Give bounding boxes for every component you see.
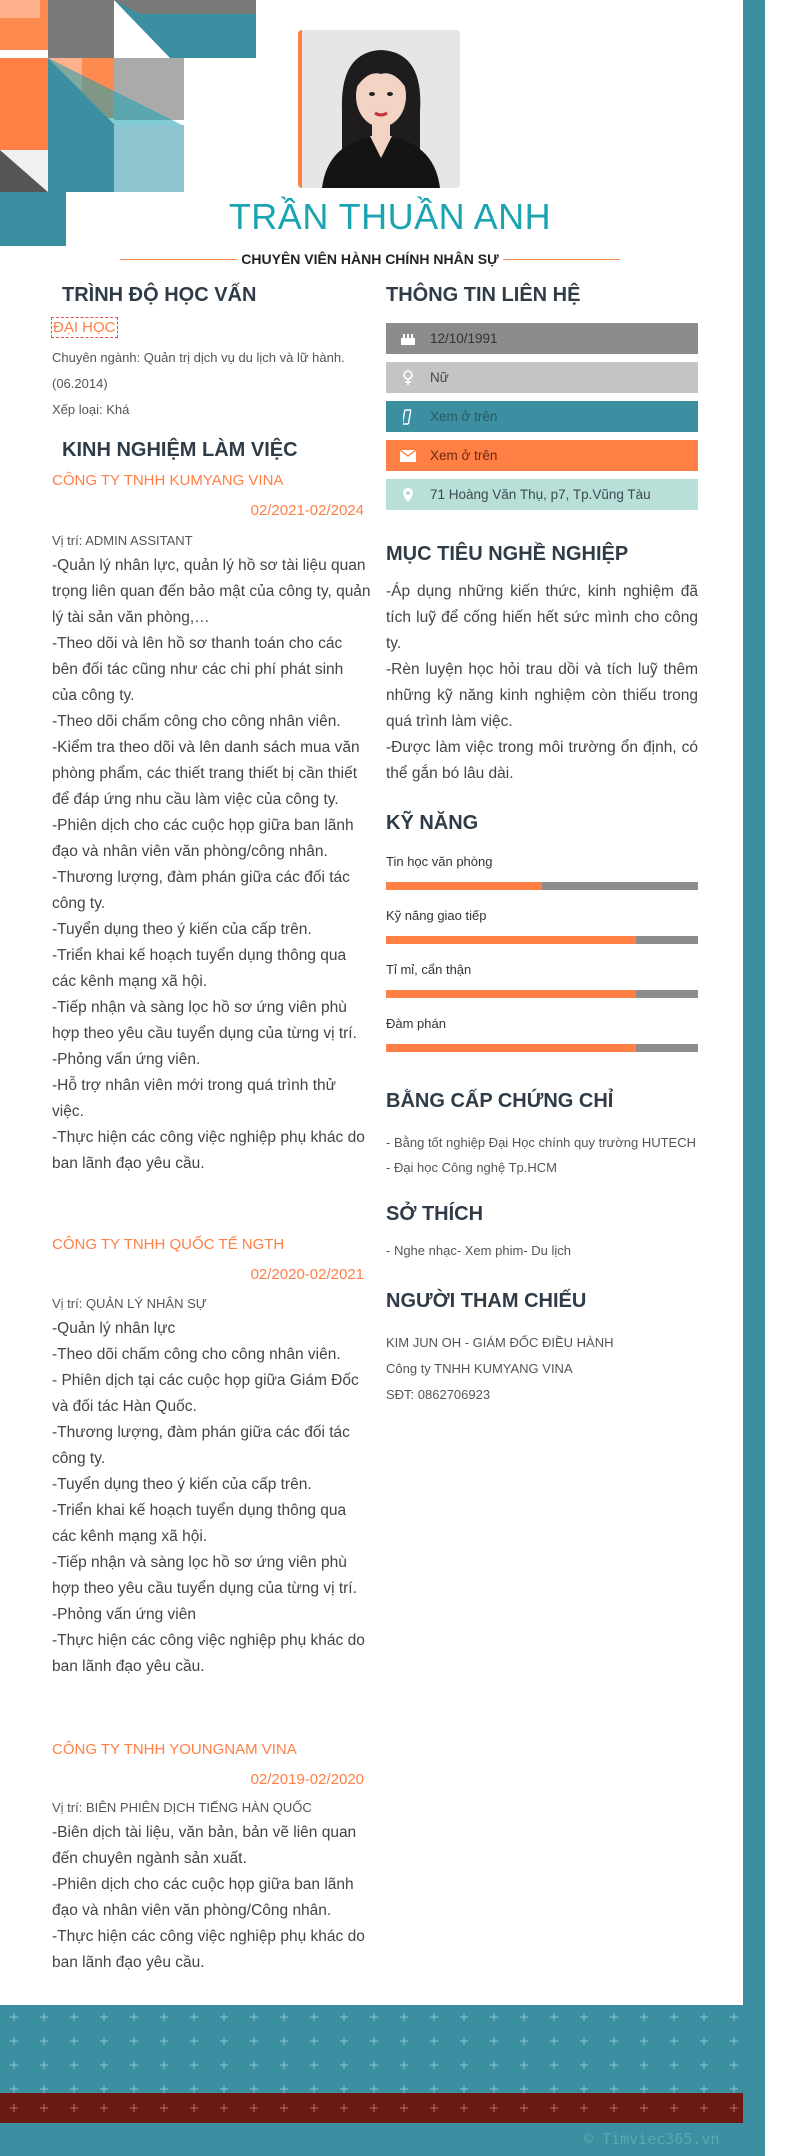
job-title-row	[120, 248, 620, 270]
job-period: 02/2019-02/2020	[250, 1771, 364, 1788]
objective-title: MỤC TIÊU NGHỀ NGHIỆP	[386, 543, 629, 565]
education-date: (06.2014)	[52, 376, 108, 391]
job-line: -Theo dõi chấm công cho công nhân viên.	[52, 1346, 341, 1363]
job-line: -Triển khai kế hoạch tuyển dụng thông qua các kênh mạng xã hội.	[52, 947, 347, 990]
job-line: -Tuyển dụng theo ý kiến của cấp trên.	[52, 921, 312, 938]
cake-icon	[386, 332, 430, 346]
reference-line: Công ty TNHH KUMYANG VINA	[386, 1361, 573, 1376]
job-description	[52, 553, 372, 1177]
footer-pattern	[0, 2005, 743, 2095]
job-line: -Theo dõi và lên hồ sơ thanh toán cho các bên đối tác cũng như các chi phí phát sinh của công ty.	[52, 635, 344, 704]
divider	[120, 259, 237, 260]
job-line: -Phỏng vấn ứng viên.	[52, 1051, 201, 1068]
job-period: 02/2020-02/2021	[250, 1266, 364, 1283]
contact-birthday	[386, 323, 698, 354]
skill-label: Tin học văn phòng	[386, 854, 493, 869]
job-line: -Tiếp nhận và sàng lọc hồ sơ ứng viên phù hợp theo yêu cầu tuyển dụng của từng vị trí.	[52, 1554, 357, 1597]
job-line: -Thực hiện các công việc nghiệp phụ khác do ban lãnh đạo yêu cầu.	[52, 1129, 365, 1172]
skill-bar-fill	[386, 882, 542, 890]
objective-line: -Rèn luyện học hỏi trau dồi và tích luỹ thêm những kỹ năng kinh nghiệm còn thiếu trong quá trình làm việc.	[386, 661, 698, 730]
education-title: TRÌNH ĐỘ HỌC VẤN	[62, 284, 257, 306]
divider	[503, 259, 620, 260]
job-line: -Phỏng vấn ứng viên	[52, 1606, 196, 1623]
candidate-name: TRẦN THUẦN ANH	[228, 196, 552, 237]
job-description	[52, 1820, 372, 1976]
watermark: © Timviec365.vn	[584, 2130, 720, 2148]
job-line: -Thương lượng, đàm phán giữa các đối tác công ty.	[52, 869, 350, 912]
job-line: -Tiếp nhận và sàng lọc hồ sơ ứng viên phù hợp theo yêu cầu tuyển dụng của từng vị trí.	[52, 999, 357, 1042]
job-company: CÔNG TY TNHH KUMYANG VINA	[52, 472, 284, 489]
profile-photo	[298, 30, 460, 188]
job-line: -Biên dịch tài liệu, văn bản, bản vẽ liên quan đến chuyên ngành sản xuất.	[52, 1824, 357, 1867]
contact-value: 71 Hoàng Văn Thụ, p7, Tp.Vũng Tàu	[430, 487, 651, 502]
skill-label: Đàm phán	[386, 1016, 446, 1031]
certificates-text: - Bằng tốt nghiệp Đại Học chính quy trường HUTECH - Đại học Công nghệ Tp.HCM	[386, 1135, 696, 1175]
right-decorative-bar	[743, 0, 765, 2156]
contact-value[interactable]: Xem ở trên	[430, 409, 498, 424]
job-position: Vị trí: QUẢN LÝ NHÂN SỰ	[52, 1296, 207, 1311]
footer-red-band	[0, 2093, 743, 2123]
job-line: -Thực hiện các công việc nghiệp phụ khác do ban lãnh đạo yêu cầu.	[52, 1632, 365, 1675]
contact-value[interactable]: Xem ở trên	[430, 448, 498, 463]
references-title: NGƯỜI THAM CHIẾU	[386, 1290, 587, 1312]
contact-value: 12/10/1991	[430, 331, 498, 346]
gender-icon	[386, 370, 430, 386]
hobbies-title: SỞ THÍCH	[386, 1203, 484, 1225]
job-line: -Phiên dịch cho các cuộc họp giữa ban lãnh đạo và nhân viên văn phòng/Công nhân.	[52, 1876, 354, 1919]
contact-title: THÔNG TIN LIÊN HỆ	[386, 284, 581, 306]
contact-address	[386, 479, 698, 510]
job-position: Vị trí: BIÊN PHIÊN DỊCH TIẾNG HÀN QUỐC	[52, 1800, 312, 1815]
location-icon	[386, 488, 430, 502]
experience-title: KINH NGHIỆM LÀM VIỆC	[62, 439, 298, 461]
education-school[interactable]: ĐẠI HỌC	[53, 319, 116, 336]
education-major: Chuyên ngành: Quản trị dịch vụ du lịch và lữ hành.	[52, 350, 345, 365]
objective-text	[386, 579, 698, 787]
job-company: CÔNG TY TNHH QUỐC TẾ NGTH	[52, 1236, 285, 1253]
skill-bar-fill	[386, 936, 636, 944]
certificates-title: BẰNG CẤP CHỨNG CHỈ	[386, 1090, 614, 1112]
skill-bar	[386, 936, 698, 944]
skill-bar	[386, 882, 698, 890]
skill-bar	[386, 1044, 698, 1052]
skill-bar	[386, 990, 698, 998]
education-rank: Xếp loại: Khá	[52, 402, 130, 417]
objective-line: -Áp dụng những kiến thức, kinh nghiệm đã tích luỹ để cống hiến hết sức mình cho công ty.	[386, 583, 698, 652]
reference-line: SĐT: 0862706923	[386, 1387, 491, 1402]
references-text	[386, 1330, 614, 1408]
job-line: -Quản lý nhân lực, quản lý hồ sơ tài liệu quan trọng liên quan đến bảo mật của công ty, quản lý tài sản văn phòng,…	[52, 557, 371, 626]
contact-gender	[386, 362, 698, 393]
job-position: Vị trí: ADMIN ASSITANT	[52, 533, 193, 548]
job-line: -Phiên dịch cho các cuộc họp giữa ban lãnh đạo và nhân viên văn phòng/công nhân.	[52, 817, 354, 860]
job-line: -Thương lượng, đàm phán giữa các đối tác công ty.	[52, 1424, 350, 1467]
objective-line: -Được làm việc trong môi trường ổn định, có thể gắn bó lâu dài.	[386, 739, 698, 782]
job-line: -Tuyển dụng theo ý kiến của cấp trên.	[52, 1476, 312, 1493]
reference-line: KIM JUN OH - GIÁM ĐỐC ĐIỀU HÀNH	[386, 1335, 614, 1350]
job-line: -Theo dõi chấm công cho công nhân viên.	[52, 713, 341, 730]
contact-email	[386, 440, 698, 471]
job-line: -Triển khai kế hoạch tuyển dụng thông qua các kênh mạng xã hội.	[52, 1502, 347, 1545]
job-line: -Kiểm tra theo dõi và lên danh sách mua văn phòng phẩm, các thiết trang thiết bị cần thiết để đáp ứng nhu cầu làm việc của công ty.	[52, 739, 360, 808]
avatar	[302, 30, 460, 188]
skill-bar-fill	[386, 1044, 636, 1052]
skill-label: Tỉ mỉ, cẩn thận	[386, 962, 472, 977]
contact-phone	[386, 401, 698, 432]
job-period: 02/2021-02/2024	[250, 502, 364, 519]
job-line: -Quản lý nhân lực	[52, 1320, 176, 1337]
phone-icon	[386, 409, 430, 425]
job-line: -Thực hiện các công việc nghiệp phụ khác do ban lãnh đạo yêu cầu.	[52, 1928, 365, 1971]
job-company: CÔNG TY TNHH YOUNGNAM VINA	[52, 1741, 297, 1758]
job-line: -Hỗ trợ nhân viên mới trong quá trình thử việc.	[52, 1077, 337, 1120]
job-title: CHUYÊN VIÊN HÀNH CHÍNH NHÂN SỰ	[241, 251, 499, 267]
hobbies-text: - Nghe nhạc- Xem phim- Du lịch	[386, 1243, 571, 1258]
email-icon	[386, 450, 430, 462]
job-description	[52, 1316, 372, 1680]
skill-label: Kỹ năng giao tiếp	[386, 908, 487, 923]
skills-title: KỸ NĂNG	[386, 812, 479, 834]
contact-value: Nữ	[430, 370, 449, 385]
job-line: - Phiên dịch tại các cuộc họp giữa Giám Đốc và đối tác Hàn Quốc.	[52, 1372, 359, 1415]
skill-bar-fill	[386, 990, 636, 998]
